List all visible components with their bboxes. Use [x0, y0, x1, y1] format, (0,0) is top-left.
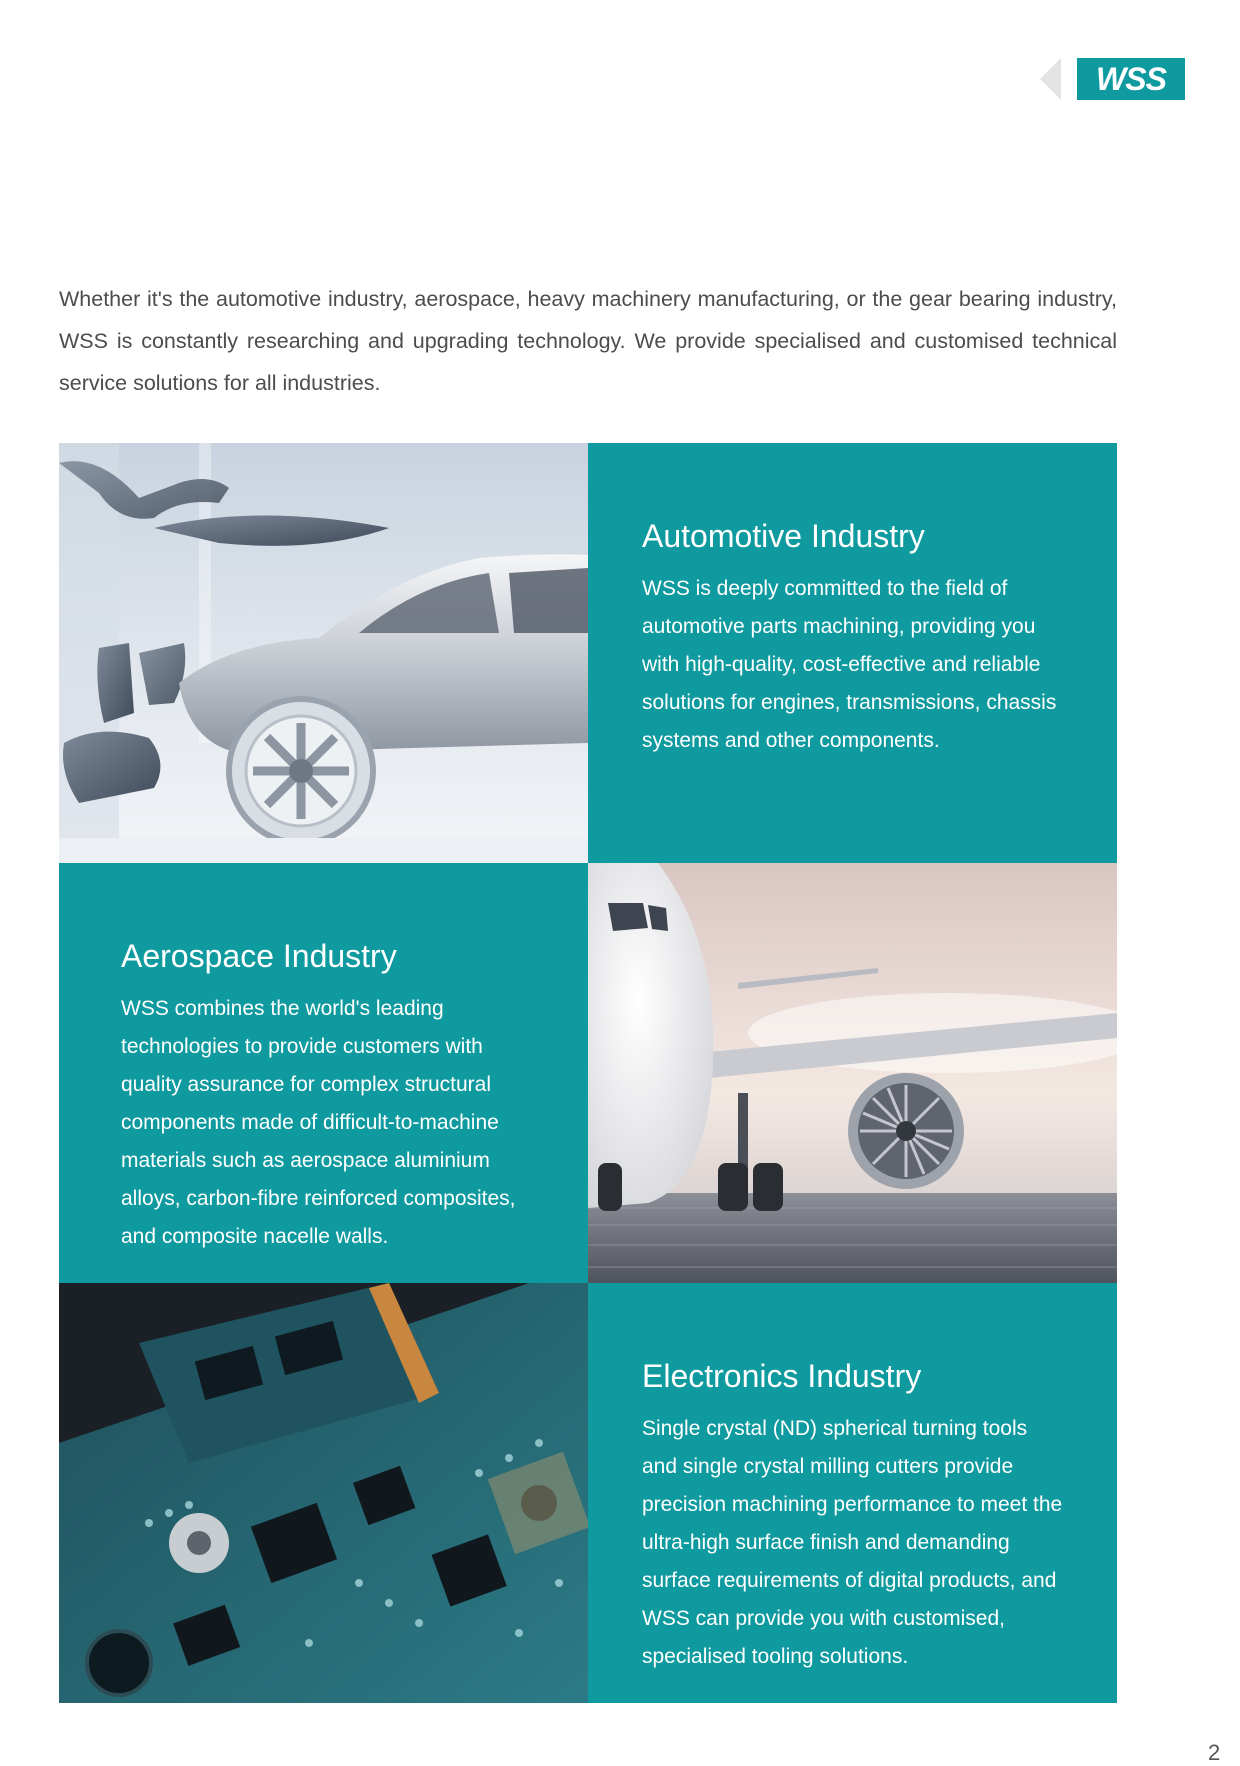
- aerospace-image: [588, 863, 1117, 1283]
- electronics-image: [59, 1283, 588, 1703]
- automotive-panel: [588, 443, 1117, 863]
- electronics-description: Single crystal (ND) spherical turning tools and single crystal milling cutters provide precision machining performance to meet the ultra-high surface finish and demanding surface requirements of digital products, and WSS can provide you with customised, specialised tooling solutions.: [642, 1417, 1063, 1668]
- car-parts-icon: [59, 443, 588, 863]
- electronics-panel: [588, 1283, 1117, 1703]
- automotive-description: WSS is deeply committed to the field of automotive parts machining, providing you with high-quality, cost-effective and reliable solutions for engines, transmissions, chassis systems and other components.: [642, 577, 1057, 752]
- page-number: 2: [1208, 1740, 1221, 1765]
- electronics-title: Electronics Industry: [642, 1358, 922, 1394]
- aerospace-description: WSS combines the world's leading technologies to provide customers with quality assurance for complex structural components made of difficult-to-machine materials such as aerospace aluminium alloys, carbon-fibre reinforced composites, and composite nacelle walls.: [121, 997, 516, 1248]
- automotive-title: Automotive Industry: [642, 518, 925, 554]
- industry-grid: [59, 443, 1117, 1705]
- circuit-board-icon: [59, 1283, 588, 1703]
- logo-badge: [1077, 58, 1185, 100]
- logo-arrow-icon: [1040, 58, 1061, 100]
- logo: [1040, 58, 1185, 100]
- airplane-icon: [588, 863, 1117, 1283]
- logo-text: WSS: [1096, 60, 1166, 97]
- automotive-image: [59, 443, 588, 863]
- aerospace-panel: [59, 863, 588, 1283]
- intro-paragraph: Whether it's the automotive industry, aerospace, heavy machinery manufacturing, or the gear bearing industry, WSS is constantly researching and upgrading technology. We provide specialised and customised technical service solutions for all industries.: [59, 287, 1117, 395]
- aerospace-title: Aerospace Industry: [121, 938, 397, 974]
